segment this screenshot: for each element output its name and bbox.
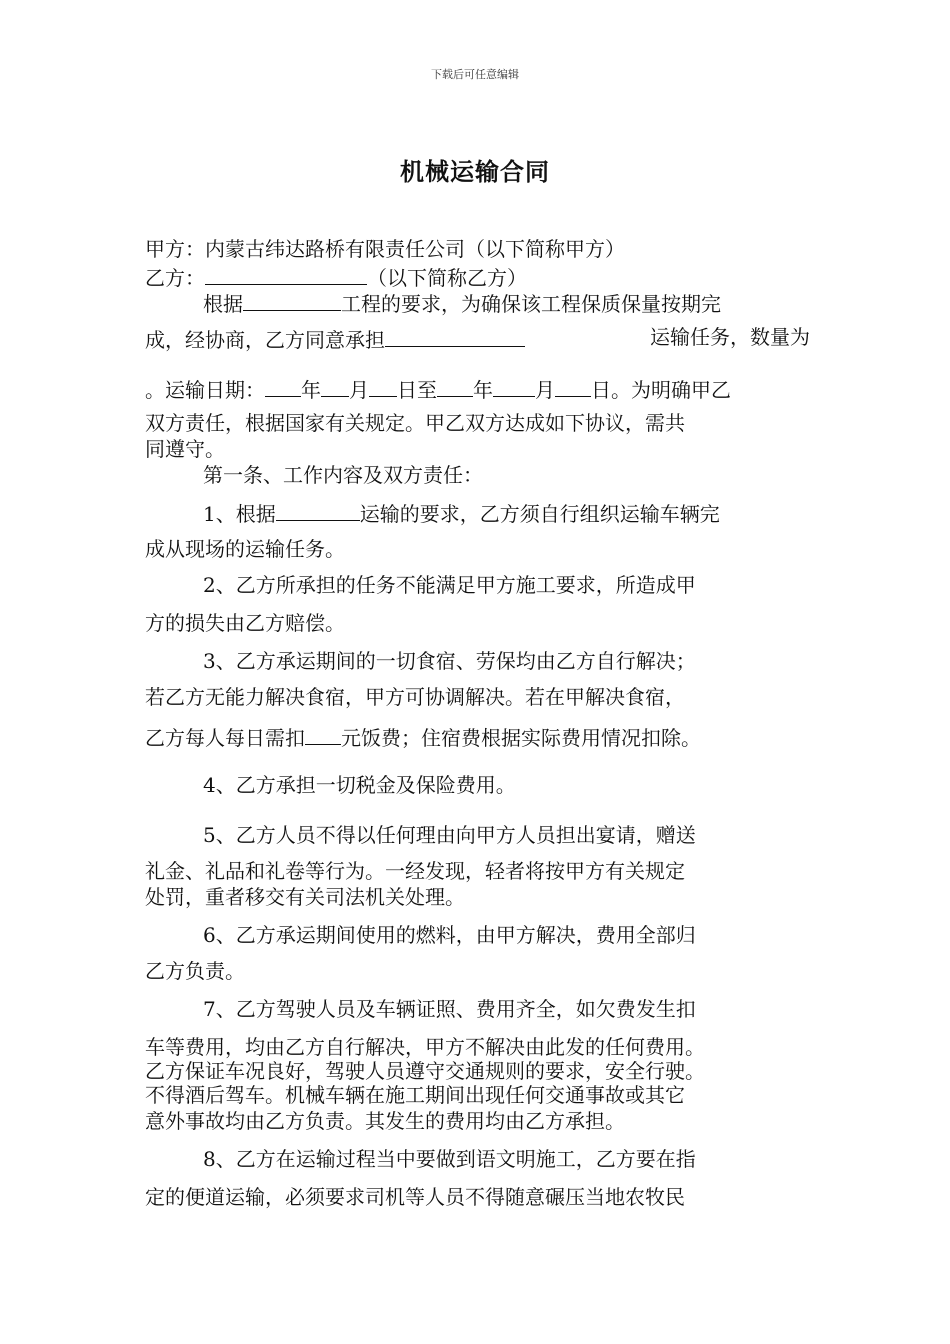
intro-text: 年 [301,378,321,402]
article-1-heading: 第一条、工作内容及双方责任： [203,463,483,487]
item-3-line-3 [145,722,810,751]
item-4-line: 4、乙方承担一切税金及保险费用。 [203,773,516,797]
item-1-line-1 [145,498,868,527]
item-5-line-3: 处罚，重者移交有关司法机关处理。 [145,885,465,909]
item-8-line-1: 8、乙方在运输过程当中要做到语文明施工，乙方要在指 [203,1147,696,1171]
intro-line-5: 同遵守。 [145,437,225,461]
item-7-line-3: 乙方保证车况良好，驾驶人员遵守交通规则的要求，安全行驶。 [145,1059,705,1083]
item-5-line-1: 5、乙方人员不得以任何理由向甲方人员担出宴请，赠送 [203,823,696,847]
item-text: 1、根据 [203,502,276,526]
intro-text: 月 [349,378,369,402]
meal-fee-blank [305,722,341,745]
item-7-line-5: 意外事故均由乙方负责。其发生的费用均由乙方承担。 [145,1109,625,1133]
item-7-line-1: 7、乙方驾驶人员及车辆证照、费用齐全，如欠费发生扣 [203,997,696,1021]
intro-line-2 [145,324,810,353]
item-text: 乙方每人每日需扣 [145,726,305,750]
item-text: 元饭费；住宿费根据实际费用情况扣除。 [341,726,701,750]
intro-segment [145,324,525,353]
date-blank [369,374,397,397]
item-6-line-2: 乙方负责。 [145,959,245,983]
item-7-line-2: 车等费用，均由乙方自行解决，甲方不解决由此发的任何费用。 [145,1035,705,1059]
intro-line-3 [145,374,810,403]
party-b-suffix: （以下简称乙方） [367,266,527,290]
date-blank [265,374,301,397]
item-2-line-1: 2、乙方所承担的任务不能满足甲方施工要求，所造成甲 [203,573,696,597]
party-b-prefix: 乙方： [145,266,205,290]
intro-text: 月 [535,378,555,402]
date-blank [555,374,591,397]
item-1-blank [276,498,360,521]
intro-line-4: 双方责任，根据国家有关规定。甲乙双方达成如下协议，需共 [145,411,685,435]
item-3-line-1: 3、乙方承运期间的一切食宿、劳保均由乙方自行解决； [203,649,696,673]
date-blank [321,374,349,397]
intro-text: 成，经协商，乙方同意承担 [145,328,385,352]
intro-text: 年 [473,378,493,402]
intro-text: 。运输日期： [145,378,265,402]
party-a-line: 甲方：内蒙古纬达路桥有限责任公司（以下简称甲方） [145,237,625,261]
party-b-line [145,262,810,291]
date-blank [493,374,535,397]
intro-text: 运输任务，数量为 [650,325,810,349]
intro-line-1 [145,288,868,317]
item-text: 运输的要求，乙方须自行组织运输车辆完 [359,502,720,526]
date-blank [437,374,473,397]
project-blank [243,288,341,311]
item-5-line-2: 礼金、礼品和礼卷等行为。一经发现，轻者将按甲方有关规定 [145,859,685,883]
intro-text: 工程的要求，为确保该工程保质保量按期完 [341,292,721,316]
item-7-line-4: 不得酒后驾车。机械车辆在施工期间出现任何交通事故或其它 [145,1083,685,1107]
item-2-line-2: 方的损失由乙方赔偿。 [145,611,345,635]
document-title: 机械运输合同 [400,158,550,186]
intro-text: 日。为明确甲乙 [591,378,731,402]
item-8-line-2: 定的便道运输，必须要求司机等人员不得随意碾压当地农牧民 [145,1185,685,1209]
task-blank [385,324,525,347]
party-b-blank [205,262,367,285]
item-1-line-2: 成从现场的运输任务。 [145,537,345,561]
intro-text: 日至 [397,378,437,402]
header-note: 下载后可任意编辑 [431,68,519,81]
intro-text: 根据 [203,292,243,316]
item-3-line-2: 若乙方无能力解决食宿，甲方可协调解决。若在甲解决食宿， [145,685,685,709]
item-6-line-1: 6、乙方承运期间使用的燃料，由甲方解决，费用全部归 [203,923,696,947]
